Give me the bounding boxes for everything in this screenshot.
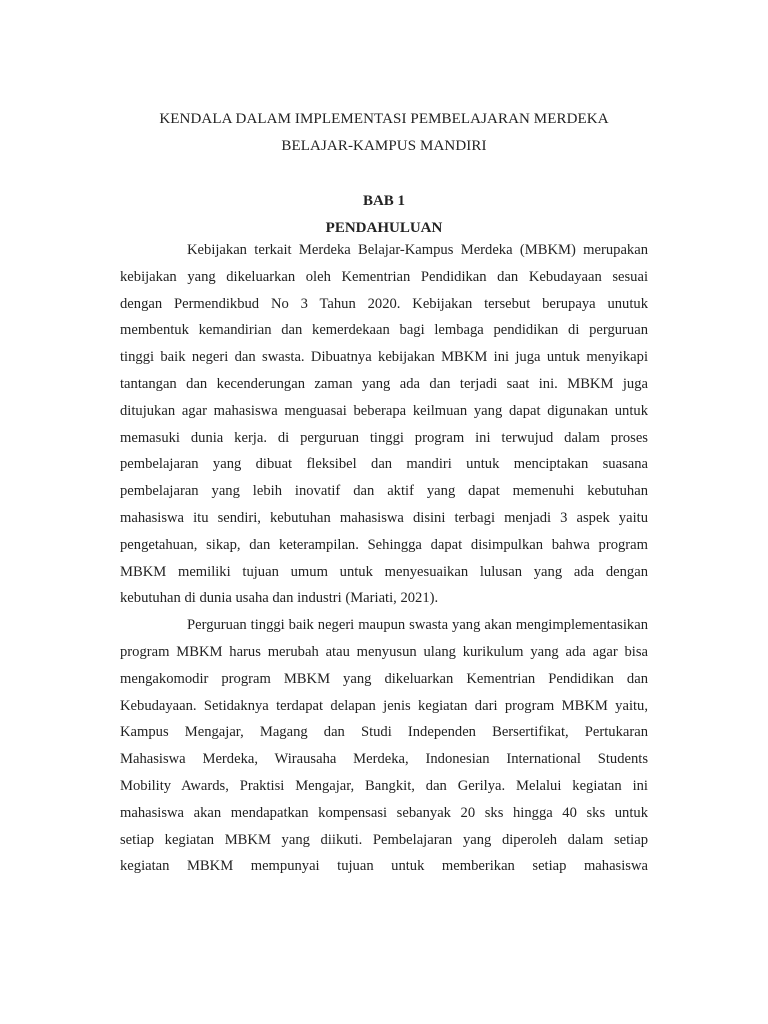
- paragraph-line: setiap kegiatan MBKM yang diikuti. Pembelajaran yang diperoleh dalam setiap: [120, 831, 648, 848]
- paragraph-line: Mobility Awards, Praktisi Mengajar, Bangkit, dan Gerilya. Melalui kegiatan ini: [120, 777, 648, 794]
- paragraph-line: tinggi baik negeri dan swasta. Dibuatnya kebijakan MBKM ini juga untuk menyikapi: [120, 349, 648, 366]
- paragraph-line: Kebijakan terkait Merdeka Belajar-Kampus Merdeka (MBKM) merupakan: [187, 242, 648, 258]
- paragraph-line: Perguruan tinggi baik negeri maupun swasta yang akan mengimplementasikan: [187, 617, 648, 634]
- paragraph-line: mahasiswa itu sendiri, kebutuhan mahasiswa disini terbagi menjadi 3 aspek yaitu: [120, 509, 648, 526]
- chapter-heading: [120, 188, 648, 242]
- paragraph-line: memasuki dunia kerja. di perguruan tinggi program ini terwujud dalam proses: [120, 429, 648, 446]
- paragraph-line: kebutuhan di dunia usaha dan industri (Mariati, 2021).: [120, 590, 439, 607]
- paragraph-line: mahasiswa akan mendapatkan kompensasi sebanyak 20 sks hingga 40 sks untuk: [120, 804, 648, 821]
- paragraph-line: ditujukan agar mahasiswa menguasai beberapa keilmuan yang dapat digunakan untuk: [120, 402, 648, 419]
- paragraph-line: pembelajaran yang lebih inovatif dan aktif yang dapat memenuhi kebutuhan: [120, 483, 648, 500]
- document-title: [120, 106, 648, 160]
- chapter-number: BAB 1: [362, 193, 406, 209]
- paragraph-line: pembelajaran yang dibuat fleksibel dan mandiri untuk menciptakan suasana: [120, 456, 648, 473]
- paragraph-line: mengakomodir program MBKM yang dikeluarkan Kementrian Pendidikan dan: [120, 670, 648, 687]
- title-line-1: KENDALA DALAM IMPLEMENTASI PEMBELAJARAN MERDEKA: [159, 111, 609, 127]
- paragraph-line: dengan Permendikbud No 3 Tahun 2020. Kebijakan tersebut berupaya unutuk: [120, 295, 648, 312]
- body-text: [120, 237, 648, 880]
- paragraph-line: membentuk kemandirian dan kemerdekaan bagi lembaga pendidikan di perguruan: [120, 322, 648, 339]
- chapter-title: PENDAHULUAN: [325, 220, 443, 236]
- title-line-2: BELAJAR-KAMPUS MANDIRI: [281, 138, 487, 154]
- paragraph-line: program MBKM harus merubah atau menyusun ulang kurikulum yang ada agar bisa: [120, 643, 648, 660]
- paragraph-line: kebijakan yang dikeluarkan oleh Kementrian Pendidikan dan Kebudayaan sesuai: [120, 268, 648, 285]
- paragraph-line: Mahasiswa Merdeka, Wirausaha Merdeka, Indonesian International Students: [120, 751, 648, 768]
- paragraph-line: MBKM memiliki tujuan umum untuk menyesuaikan lulusan yang ada dengan: [120, 563, 648, 580]
- paragraph-line: Kebudayaan. Setidaknya terdapat delapan jenis kegiatan dari program MBKM yaitu,: [120, 697, 648, 714]
- paragraph-line: tantangan dan kecenderungan zaman yang ada dan terjadi saat ini. MBKM juga: [120, 375, 648, 392]
- paragraph-line: Kampus Mengajar, Magang dan Studi Independen Bersertifikat, Pertukaran: [120, 724, 648, 741]
- paragraph-line: pengetahuan, sikap, dan keterampilan. Sehingga dapat disimpulkan bahwa program: [120, 536, 648, 553]
- paragraph-line: kegiatan MBKM mempunyai tujuan untuk memberikan setiap mahasiswa: [120, 858, 648, 875]
